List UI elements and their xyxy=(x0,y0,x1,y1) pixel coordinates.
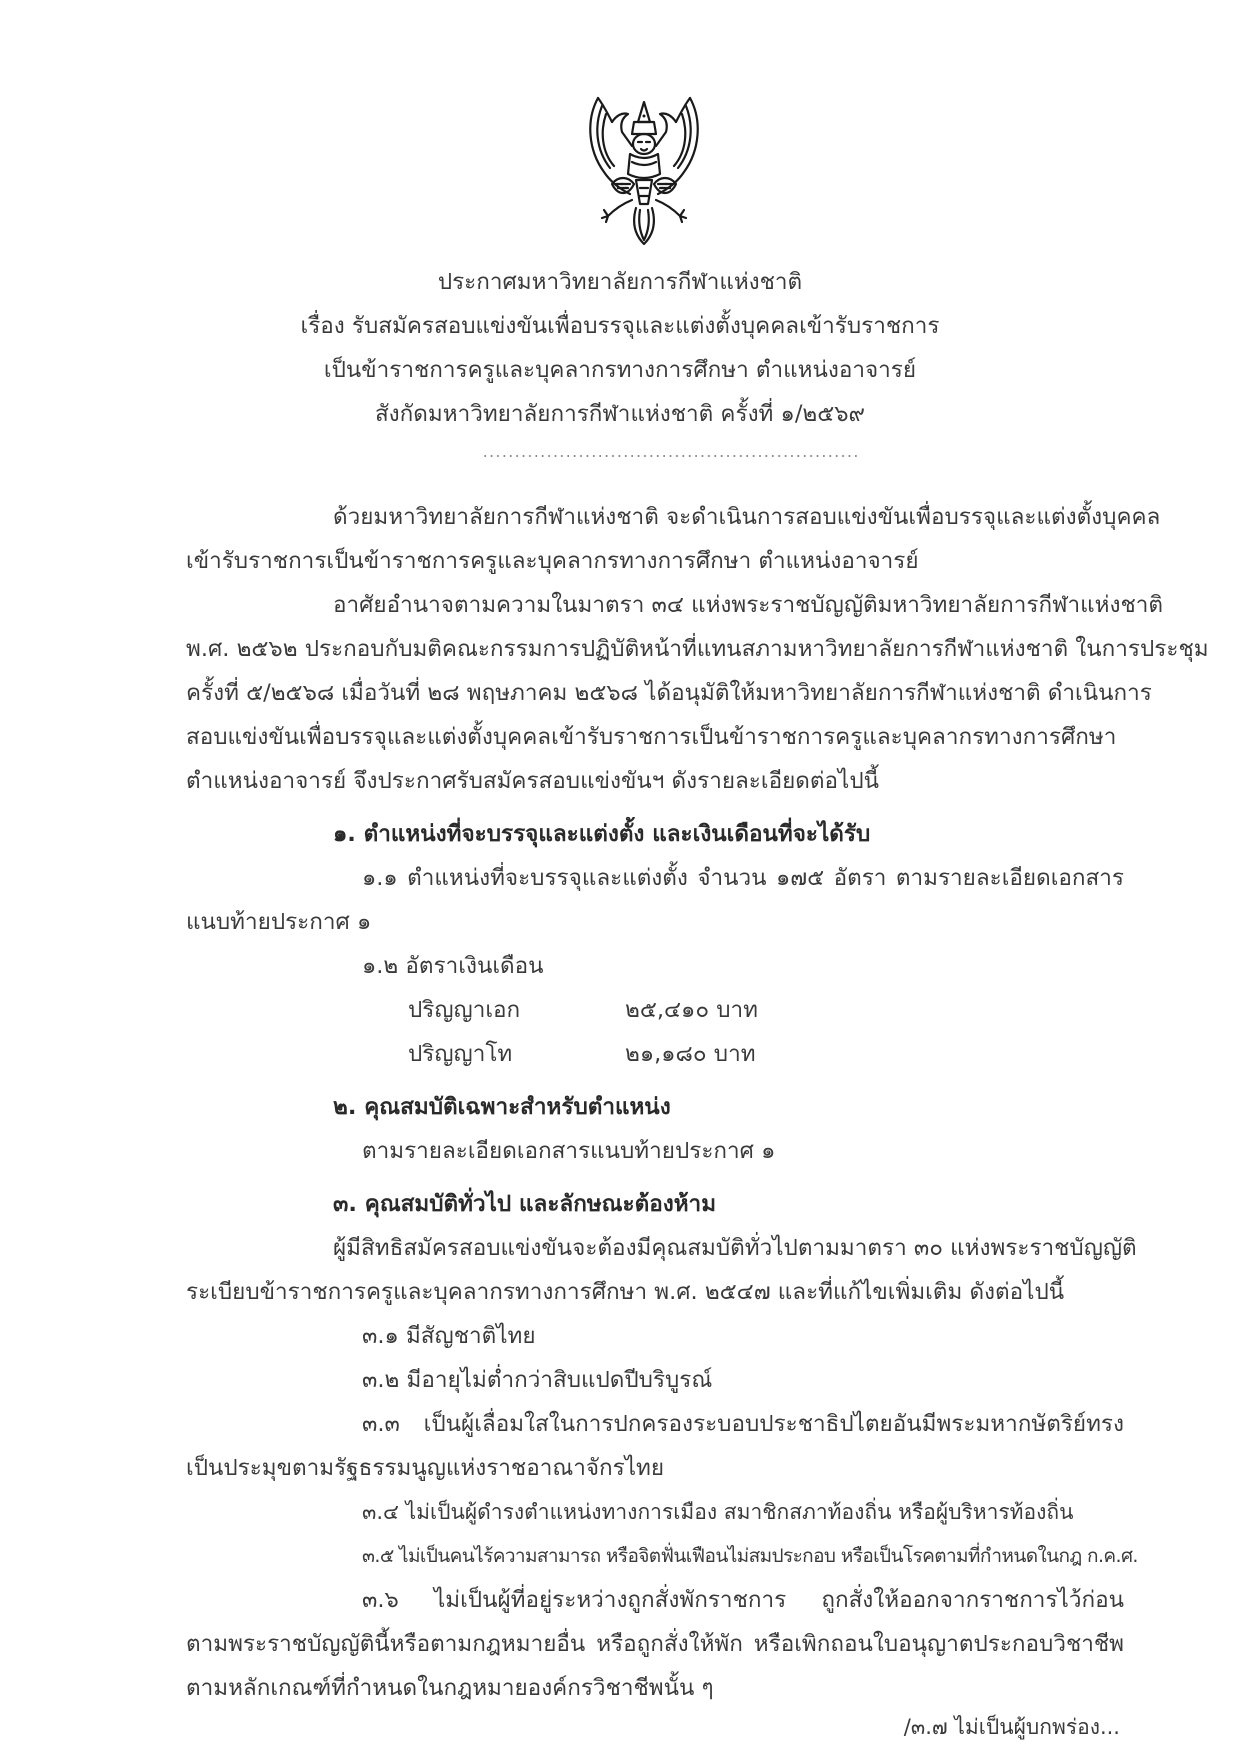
dotted-separator xyxy=(482,455,858,457)
announcement-title: ประกาศมหาวิทยาลัยการกีฬาแห่งชาติ xyxy=(437,269,803,295)
announcement-subject-line-3: สังกัดมหาวิทยาลัยการกีฬาแห่งชาติ ครั้งที่ ๑/๒๕๖๙ xyxy=(374,401,866,427)
section-1-heading: ๑. ตำแหน่งที่จะบรรจุและแต่งตั้ง และเงินเดือนที่จะได้รับ xyxy=(333,821,871,847)
intro-paragraph-2-line-3: ครั้งที่ ๕/๒๕๖๘ เมื่อวันที่ ๒๘ พฤษภาคม ๒๕๖๘ ได้อนุมัติให้มหาวิทยาลัยการกีฬาแห่งชาติ ดำเนินการ xyxy=(186,680,1152,706)
page-continuation-note: /๓.๗ ไม่เป็นผู้บกพร่อง... xyxy=(903,1715,1120,1739)
item-3-3-line-1: ๓.๓ เป็นผู้เลื่อมใสในการปกครองระบอบประชาธิปไตยอันมีพระมหากษัตริย์ทรง xyxy=(362,1411,1124,1437)
intro-paragraph-2-line-4: สอบแข่งขันเพื่อบรรจุและแต่งตั้งบุคคลเข้ารับราชการเป็นข้าราชการครูและบุคลากรทางการศึกษา xyxy=(186,724,1117,750)
item-3-6-line-2: ตามพระราชบัญญัตินี้หรือตามกฎหมายอื่น หรือถูกสั่งให้พัก หรือเพิกถอนใบอนุญาตประกอบวิชาชีพ xyxy=(186,1631,1124,1657)
announcement-subject-line-2: เป็นข้าราชการครูและบุคลากรทางการศึกษา ตำแหน่งอาจารย์ xyxy=(323,357,917,383)
salary-degree: ปริญญาเอก xyxy=(408,997,521,1023)
section-2-heading: ๒. คุณสมบัติเฉพาะสำหรับตำแหน่ง xyxy=(333,1094,671,1120)
item-1-2-label: ๑.๒ อัตราเงินเดือน xyxy=(362,953,544,979)
item-1-1-line-1: ๑.๑ ตำแหน่งที่จะบรรจุและแต่งตั้ง จำนวน ๑๗๕ อัตรา ตามรายละเอียดเอกสาร xyxy=(362,865,1124,891)
intro-paragraph-2-line-2: พ.ศ. ๒๕๖๒ ประกอบกับมติคณะกรรมการปฏิบัติหน้าที่แทนสภามหาวิทยาลัยการกีฬาแห่งชาติ ในการประชุม xyxy=(186,636,1209,662)
item-1-1-line-2: แนบท้ายประกาศ ๑ xyxy=(186,909,372,935)
section-3-heading: ๓. คุณสมบัติทั่วไป และลักษณะต้องห้าม xyxy=(333,1191,717,1217)
item-3-5: ๓.๕ ไม่เป็นคนไร้ความสามารถ หรือจิตฟั่นเฟือนไม่สมประกอบ หรือเป็นโรคตามที่กำหนดในกฎ ก.ค.ศ. xyxy=(362,1545,1138,1567)
intro-paragraph-2-line-5: ตำแหน่งอาจารย์ จึงประกาศรับสมัครสอบแข่งขันฯ ดังรายละเอียดต่อไปนี้ xyxy=(186,768,879,794)
salary-row-masters xyxy=(408,1039,808,1069)
intro-paragraph-1-line-2: เข้ารับราชการเป็นข้าราชการครูและบุคลากรทางการศึกษา ตำแหน่งอาจารย์ xyxy=(186,548,919,574)
salary-row-doctorate xyxy=(408,995,808,1025)
item-3-2: ๓.๒ มีอายุไม่ต่ำกว่าสิบแปดปีบริบูรณ์ xyxy=(362,1367,713,1393)
item-3-4: ๓.๔ ไม่เป็นผู้ดำรงตำแหน่งทางการเมือง สมาชิกสภาท้องถิ่น หรือผู้บริหารท้องถิ่น xyxy=(362,1500,1074,1524)
garuda-emblem-icon xyxy=(582,92,706,252)
salary-amount: ๒๕,๔๑๐ บาท xyxy=(625,997,758,1023)
salary-amount: ๒๑,๑๘๐ บาท xyxy=(625,1041,756,1067)
item-3-6-line-3: ตามหลักเกณฑ์ที่กำหนดในกฎหมายองค์กรวิชาชีพนั้น ๆ xyxy=(186,1675,714,1701)
item-3-3-line-2: เป็นประมุขตามรัฐธรรมนูญแห่งราชอาณาจักรไทย xyxy=(186,1455,665,1481)
salary-degree: ปริญญาโท xyxy=(408,1041,513,1067)
item-3-1: ๓.๑ มีสัญชาติไทย xyxy=(362,1323,536,1349)
section-3-intro-line-2: ระเบียบข้าราชการครูและบุคลากรทางการศึกษา พ.ศ. ๒๕๔๗ และที่แก้ไขเพิ่มเติม ดังต่อไปนี้ xyxy=(186,1279,1065,1305)
section-3-intro-line-1: ผู้มีสิทธิสมัครสอบแข่งขันจะต้องมีคุณสมบัติทั่วไปตามมาตรา ๓๐ แห่งพระราชบัญญัติ xyxy=(333,1235,1137,1261)
announcement-subject: เรื่อง รับสมัครสอบแข่งขันเพื่อบรรจุและแต่งตั้งบุคคลเข้ารับราชการ xyxy=(300,313,940,339)
item-3-6-line-1: ๓.๖ ไม่เป็นผู้ที่อยู่ระหว่างถูกสั่งพักราชการ ถูกสั่งให้ออกจากราชการไว้ก่อน xyxy=(362,1587,1124,1613)
intro-paragraph-1-line-1: ด้วยมหาวิทยาลัยการกีฬาแห่งชาติ จะดำเนินการสอบแข่งขันเพื่อบรรจุและแต่งตั้งบุคคล xyxy=(333,504,1161,530)
intro-paragraph-2-line-1: อาศัยอำนาจตามความในมาตรา ๓๔ แห่งพระราชบัญญัติมหาวิทยาลัยการกีฬาแห่งชาติ xyxy=(333,592,1163,618)
section-2-body: ตามรายละเอียดเอกสารแนบท้ายประกาศ ๑ xyxy=(362,1138,776,1164)
